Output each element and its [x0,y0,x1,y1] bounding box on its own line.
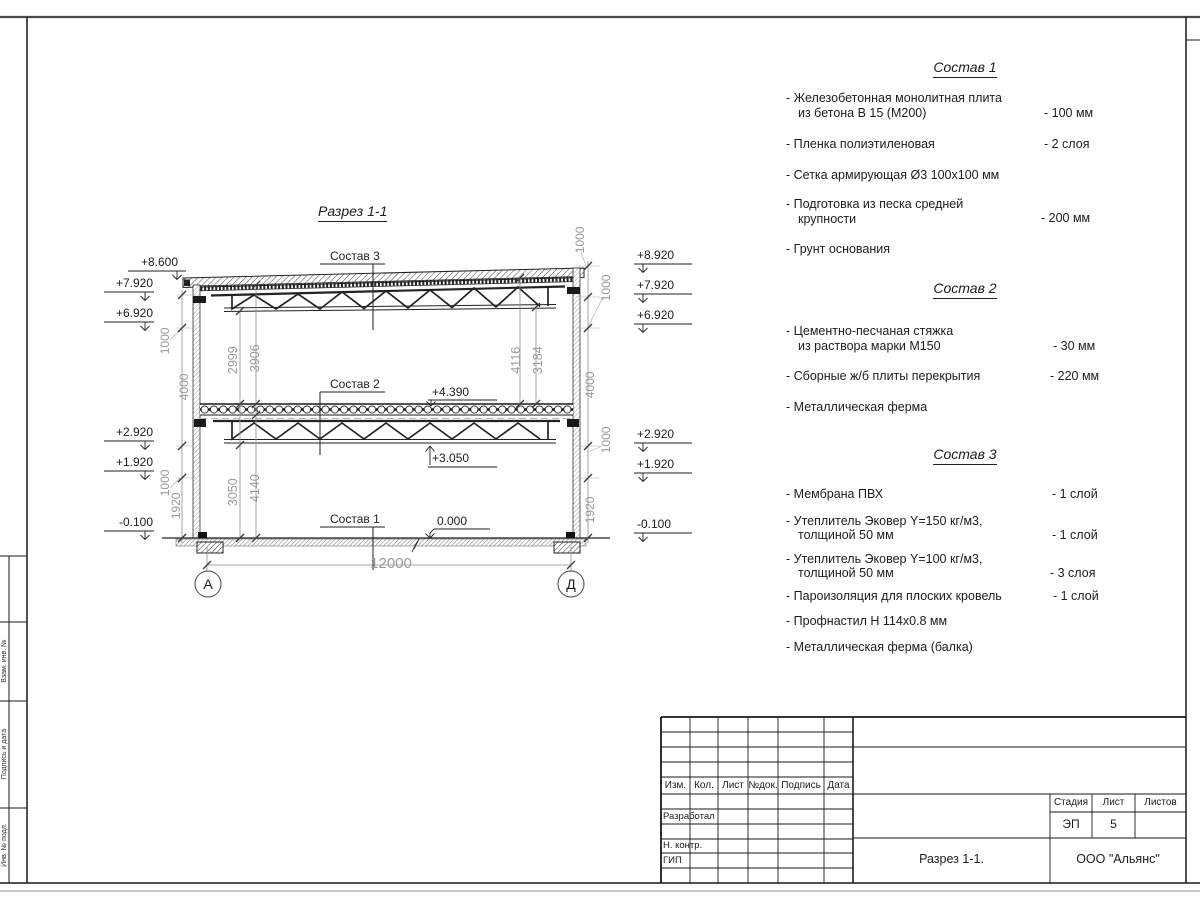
elev-right-1920: +1.920 [637,457,675,471]
dim-right-1000c: 1000 [599,426,614,454]
comp1-item4-line1: - Подготовка из песка средней [786,197,964,211]
comp1-item2-value: - 2 слоя [1044,137,1090,151]
comp3-item5-line1: - Профнастил Н 114х0.8 мм [786,614,948,628]
tb-stage-label: Стадия [1053,797,1089,808]
axis-letter-a: А [203,576,213,592]
comp2-item1-line2: из раствора марки М150 [798,339,941,353]
comp2-item1-value: - 30 мм [1053,339,1096,353]
side-stamp-vzam: Взам. инв. № [0,639,8,683]
comp1-item3-line1: - Сетка армирующая Ø3 100х100 мм [786,168,1000,182]
right-wall [573,268,580,538]
floor-truss [194,419,579,443]
comp3-item2-line1: - Утеплитель Эковер Y=150 кг/м3, [786,514,983,528]
dim-right-1920: 1920 [583,496,598,524]
comp1-item1-value: - 100 мм [1044,106,1094,120]
tb-row-gip: ГИП [663,855,682,866]
dim-inner-3184: 3184 [530,346,545,375]
left-wall [193,285,200,538]
elev-left-m0100: -0.100 [118,515,153,529]
comp3-item6-line1: - Металлическая ферма (балка) [786,640,973,654]
tb-header-podpis: Подпись [781,780,821,791]
elev-left-1920: +1.920 [115,455,153,469]
dim-span-12000: 12000 [370,555,412,572]
dim-left-4000: 4000 [177,373,192,401]
sostav3-label: Состав 3 [330,249,380,263]
tb-sheets-label: Листов [1144,797,1177,808]
side-stamp-inv: Инв. № подл. [0,823,8,867]
comp2-item2-value: - 220 мм [1050,369,1100,383]
composition2-title: Состав 2 [790,280,1140,299]
comp1-item1-line1: - Железобетонная монолитная плита [786,91,1002,105]
axis-letter-d: Д [566,576,576,592]
comp3-item1-line1: - Мембрана ПВХ [786,487,884,501]
comp1-item5-line1: - Грунт основания [786,242,891,256]
comp3-item1-value: - 1 слой [1052,487,1098,501]
dim-right-1000a: 1000 [573,226,588,254]
elev-right-m0100: -0.100 [637,517,672,531]
tb-stage-value: ЭП [1062,817,1080,831]
composition1-title: Состав 1 [790,59,1140,78]
comp1-item1-line2: из бетона В 15 (М200) [798,106,927,120]
comp1-item4-value: - 200 мм [1041,211,1091,225]
sostav2-label: Состав 2 [330,377,380,391]
dim-inner-2999: 2999 [225,346,240,375]
section-title-text: Разрез 1-1 [318,203,387,222]
dim-left-1000b: 1000 [158,469,173,497]
elev-left-7920: +7.920 [115,276,153,290]
roof-eave-cap [184,280,190,287]
tb-sheet-value: 5 [1110,817,1117,831]
dim-inner-4116: 4116 [508,346,523,374]
dim-inner-3050: 3050 [225,478,240,507]
tb-header-izm: Изм. [664,780,687,791]
foundation-right [554,542,580,553]
side-stamp-podpis: Подпись и дата [0,728,8,780]
tb-row-nkontr: Н. контр. [663,840,703,851]
dim-inner-3906: 3906 [247,344,262,373]
dim-left-1920: 1920 [169,492,184,520]
tb-header-list: Лист [722,780,744,791]
level-0000: 0.000 [437,514,468,528]
sostav1-label: Состав 1 [330,512,380,526]
dim-right-4000: 4000 [583,371,598,399]
level-3050: +3.050 [432,451,470,465]
comp3-item3-line2: толщиной 50 мм [798,566,894,580]
comp3-item3-line1: - Утеплитель Эковер Y=100 кг/м3, [786,552,983,566]
elev-right-2920: +2.920 [637,427,675,441]
dim-inner-4140: 4140 [247,474,262,503]
ground-floor [162,532,610,553]
comp3-item4-line1: - Пароизоляция для плоских кровель [786,589,1002,603]
comp2-item1-line1: - Цементно-песчаная стяжка [786,324,954,338]
tb-header-kol: Кол. [694,780,714,791]
elev-right-8920: +8.920 [637,248,675,262]
tb-doc-title: Разрез 1-1. [919,852,984,866]
elev-right-7920: +7.920 [637,278,675,292]
comp1-item4-line2: крупности [798,212,857,226]
tb-header-data: Дата [827,780,850,791]
comp2-item2-line1: - Сборные ж/б плиты перекрытия [786,369,981,383]
foundation-left [197,542,223,553]
comp3-item4-value: - 1 слой [1053,589,1099,603]
tb-row-razrabotal: Разработал [663,811,715,822]
elev-left-2920: +2.920 [115,425,153,439]
dim-right-1000b: 1000 [599,274,614,302]
comp3-item3-value: - 3 слоя [1050,566,1096,580]
tb-header-ndok: №док. [748,780,778,791]
composition3-title: Состав 3 [790,446,1140,465]
elev-right-6920: +6.920 [637,308,675,322]
elev-left-6920: +6.920 [115,306,153,320]
comp3-item2-value: - 1 слой [1052,528,1098,542]
level-4390: +4.390 [432,385,470,399]
tb-sheet-label: Лист [1102,797,1125,808]
elev-left-8600: +8.600 [140,255,178,269]
section-title [318,203,387,222]
tb-company: ООО "Альянс" [1076,852,1160,866]
dim-left-1000a: 1000 [158,327,173,355]
comp3-item2-line2: толщиной 50 мм [798,528,894,542]
comp1-item2-line1: - Пленка полиэтиленовая [786,137,935,151]
comp2-item3-line1: - Металлическая ферма [786,400,928,414]
